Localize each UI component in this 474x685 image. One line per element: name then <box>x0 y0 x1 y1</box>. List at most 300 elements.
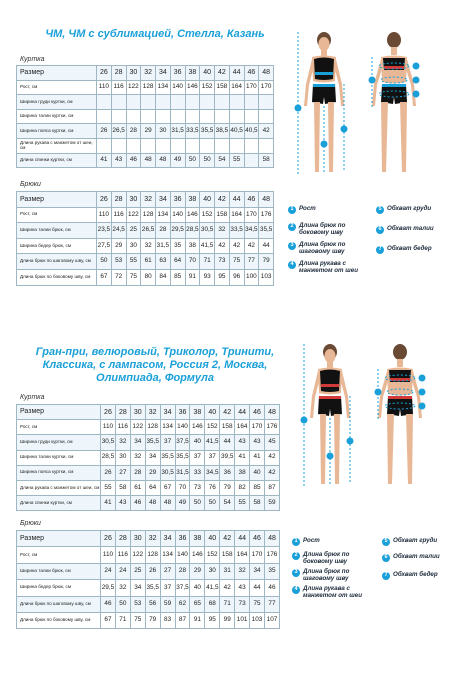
size-header-cell: 48 <box>264 531 279 547</box>
table-cell: 96 <box>229 269 244 285</box>
table-cell: 41,5 <box>205 435 220 450</box>
size-header-cell: 42 <box>215 192 230 208</box>
size-header-cell: 40 <box>200 66 215 81</box>
table-cell <box>111 138 126 153</box>
title-line: Олимпиада, Формула <box>96 372 214 385</box>
table-cell: 95 <box>215 269 230 285</box>
table-header-row <box>17 405 280 420</box>
table-cell: 85 <box>170 269 185 285</box>
table-row <box>17 465 280 480</box>
table-cell: 34 <box>130 580 145 596</box>
table-cell: 87 <box>264 480 279 495</box>
table-cell <box>259 138 274 153</box>
table-cell: 36 <box>220 465 235 480</box>
table-cell: 40,5 <box>229 124 244 139</box>
table-cell: 67 <box>101 612 116 628</box>
table-cell: 50 <box>205 496 220 511</box>
size-header-cell: 26 <box>97 192 112 208</box>
legend-item <box>288 242 371 255</box>
table-cell: 37 <box>205 450 220 465</box>
table-cell: 80 <box>141 269 156 285</box>
table-cell: 170 <box>250 547 265 563</box>
size-header-cell: 42 <box>220 531 235 547</box>
table-cell <box>229 95 244 110</box>
table-cell: 103 <box>250 612 265 628</box>
table-header-row <box>17 66 274 81</box>
table-cell: 31 <box>220 563 235 579</box>
row-label: Ширина пояса куртки, см <box>17 465 101 480</box>
legend-text: Длина брюк по шаговому шву <box>303 568 350 582</box>
table-cell: 34 <box>250 563 265 579</box>
table-cell: 35 <box>264 563 279 579</box>
model-photo-front-back <box>290 336 440 504</box>
table-cell <box>244 153 259 168</box>
table-cell: 83 <box>160 612 175 628</box>
table-cell: 44 <box>259 238 274 254</box>
legend-number: 3 <box>292 569 300 577</box>
pants-table <box>16 530 280 629</box>
size-header-cell: 40 <box>205 405 220 420</box>
table-row <box>17 254 274 270</box>
table-cell: 134 <box>156 80 171 95</box>
table-cell: 87 <box>175 612 190 628</box>
row-label: Длина брюк по боковому шву, см <box>17 612 101 628</box>
legend-number: 6 <box>376 226 384 234</box>
table-cell: 24 <box>101 563 116 579</box>
table-cell: 158 <box>220 420 235 435</box>
table-row <box>17 80 274 95</box>
table-cell: 77 <box>264 596 279 612</box>
row-label: Рост, см <box>17 207 97 223</box>
table-cell: 30,5 <box>160 465 175 480</box>
table-cell: 40 <box>250 465 265 480</box>
table-cell: 61 <box>130 480 145 495</box>
table-cell: 32 <box>141 238 156 254</box>
size-header-cell: 38 <box>185 192 200 208</box>
table-cell: 30,5 <box>101 435 116 450</box>
pants-label: Брюки <box>20 520 41 527</box>
table-cell <box>185 109 200 124</box>
size-header-cell: 42 <box>215 66 230 81</box>
table-cell: 73 <box>190 480 205 495</box>
table-cell: 85 <box>250 480 265 495</box>
table-row <box>17 450 280 465</box>
table-cell <box>244 138 259 153</box>
table-row <box>17 95 274 110</box>
legend-text: Обхват бедер <box>393 571 438 578</box>
pants-table <box>16 191 274 286</box>
legend-number: 3 <box>288 242 296 250</box>
table-cell: 35,5 <box>145 435 160 450</box>
legend-text: Обхват талии <box>393 553 440 560</box>
table-cell: 35 <box>170 238 185 254</box>
table-cell: 50 <box>185 153 200 168</box>
table-cell: 53 <box>111 254 126 270</box>
table-row <box>17 238 274 254</box>
table-cell: 76 <box>205 480 220 495</box>
legend-text: Обхват груди <box>387 205 432 212</box>
section-title <box>30 346 280 386</box>
title-line: Классика, с лампасом, Россия 2, Москва, <box>42 359 268 372</box>
size-header-cell: 38 <box>185 66 200 81</box>
title-line: ЧМ, ЧМ с сублимацией, Стелла, Казань <box>45 28 265 40</box>
size-header-cell: 38 <box>190 405 205 420</box>
table-row <box>17 138 274 153</box>
row-label: Ширина талии куртки, см <box>17 450 101 465</box>
table-cell: 41,5 <box>200 238 215 254</box>
table-cell: 64 <box>145 480 160 495</box>
table-cell: 134 <box>160 547 175 563</box>
legend-number: 2 <box>288 223 296 231</box>
table-cell: 34,5 <box>244 223 259 239</box>
table-cell: 42 <box>215 238 230 254</box>
size-header-cell: 30 <box>130 531 145 547</box>
table-cell: 40 <box>190 580 205 596</box>
table-cell: 43 <box>250 435 265 450</box>
table-cell: 82 <box>235 480 250 495</box>
table-cell <box>126 138 141 153</box>
table-cell: 152 <box>200 207 215 223</box>
table-cell: 27 <box>160 563 175 579</box>
model-back <box>372 32 416 172</box>
size-header-cell: 46 <box>250 405 265 420</box>
table-cell: 73 <box>235 596 250 612</box>
table-cell: 45 <box>264 435 279 450</box>
row-label: Длина спинки куртки, см <box>17 153 97 168</box>
table-cell <box>156 138 171 153</box>
table-cell: 26,5 <box>141 223 156 239</box>
table-cell: 53 <box>130 596 145 612</box>
table-cell: 31,5 <box>175 465 190 480</box>
table-cell: 110 <box>101 420 116 435</box>
size-header-cell: 28 <box>115 531 130 547</box>
table-cell: 29,5 <box>101 580 116 596</box>
table-cell: 56 <box>145 596 160 612</box>
table-cell: 101 <box>235 612 250 628</box>
table-cell: 122 <box>130 420 145 435</box>
row-label: Рост, см <box>17 547 101 563</box>
table-cell: 62 <box>175 596 190 612</box>
table-cell <box>200 109 215 124</box>
size-header-cell: 46 <box>244 192 259 208</box>
table-cell: 26 <box>97 124 112 139</box>
table-cell: 29 <box>111 238 126 254</box>
table-cell: 58 <box>115 480 130 495</box>
table-cell <box>170 95 185 110</box>
legend-text: Обхват груди <box>393 537 438 544</box>
table-cell: 50 <box>115 596 130 612</box>
table-cell: 54 <box>215 153 230 168</box>
table-cell: 79 <box>145 612 160 628</box>
table-cell: 71 <box>115 612 130 628</box>
table-cell <box>185 95 200 110</box>
table-cell: 23,5 <box>97 223 112 239</box>
table-row <box>17 109 274 124</box>
table-cell: 65 <box>190 596 205 612</box>
table-row <box>17 612 280 628</box>
table-cell: 35,5 <box>145 580 160 596</box>
row-label: Размер <box>17 405 101 420</box>
legend-item <box>292 552 375 565</box>
table-cell: 28 <box>175 563 190 579</box>
table-cell: 29 <box>141 124 156 139</box>
table-cell: 41 <box>101 496 116 511</box>
row-label: Ширина бедер брюк, см <box>17 238 97 254</box>
row-label: Длина брюк по шаговому шву, см <box>17 596 101 612</box>
legend-number: 6 <box>382 554 390 562</box>
table-cell: 28,5 <box>185 223 200 239</box>
table-header-row <box>17 531 280 547</box>
table-cell: 32 <box>130 450 145 465</box>
legend-item <box>382 572 438 580</box>
table-cell: 43 <box>235 580 250 596</box>
table-cell: 77 <box>244 254 259 270</box>
table-cell: 30 <box>156 124 171 139</box>
table-cell <box>259 109 274 124</box>
table-cell: 110 <box>97 80 112 95</box>
table-cell: 55 <box>101 480 116 495</box>
table-cell: 110 <box>101 547 116 563</box>
table-row <box>17 223 274 239</box>
legend-text: Длина брюк по боковому шву <box>303 551 350 565</box>
legend-number: 5 <box>376 206 384 214</box>
size-header-cell: 38 <box>190 531 205 547</box>
table-row <box>17 420 280 435</box>
row-label: Ширина груди куртки, см <box>17 95 97 110</box>
table-cell <box>97 109 112 124</box>
table-cell <box>229 109 244 124</box>
table-cell: 99 <box>220 612 235 628</box>
table-cell: 128 <box>145 547 160 563</box>
table-cell <box>170 138 185 153</box>
table-cell: 152 <box>205 420 220 435</box>
table-cell: 158 <box>215 207 230 223</box>
legend-number: 1 <box>292 538 300 546</box>
table-cell: 35,5 <box>175 450 190 465</box>
table-cell: 32 <box>215 223 230 239</box>
jacket-label: Куртка <box>20 394 45 401</box>
row-label: Рост, см <box>17 420 101 435</box>
table-cell: 26 <box>101 465 116 480</box>
table-cell: 48 <box>160 496 175 511</box>
table-cell: 140 <box>170 80 185 95</box>
table-cell: 116 <box>111 207 126 223</box>
table-cell <box>97 95 112 110</box>
legend-number: 5 <box>382 538 390 546</box>
row-label: Ширина талии куртки, см <box>17 109 97 124</box>
table-cell: 43 <box>115 496 130 511</box>
table-cell: 91 <box>190 612 205 628</box>
table-cell <box>215 95 230 110</box>
table-cell: 28 <box>126 124 141 139</box>
table-cell: 61 <box>141 254 156 270</box>
table-cell: 164 <box>235 547 250 563</box>
table-cell: 40,5 <box>244 124 259 139</box>
table-cell: 170 <box>244 207 259 223</box>
row-label: Размер <box>17 192 97 208</box>
jacket-label: Куртка <box>20 56 45 63</box>
table-cell: 41 <box>250 450 265 465</box>
legend-item <box>376 246 432 254</box>
table-cell: 43 <box>235 435 250 450</box>
row-label: Длина рукава с манжетом от шеи, см <box>17 480 101 495</box>
legend-number: 4 <box>292 586 300 594</box>
table-cell: 158 <box>215 80 230 95</box>
table-cell: 128 <box>145 420 160 435</box>
size-header-cell: 36 <box>170 66 185 81</box>
row-label: Ширина талии брюк, см <box>17 223 97 239</box>
legend-item <box>292 538 375 546</box>
table-row <box>17 547 280 563</box>
table-cell: 30 <box>115 450 130 465</box>
table-cell: 73 <box>215 254 230 270</box>
table-row <box>17 124 274 139</box>
table-row <box>17 480 280 495</box>
table-cell: 29,5 <box>170 223 185 239</box>
table-cell <box>259 95 274 110</box>
table-cell <box>126 95 141 110</box>
table-cell: 46 <box>264 580 279 596</box>
table-cell: 164 <box>229 80 244 95</box>
table-cell: 42 <box>244 238 259 254</box>
table-cell <box>126 109 141 124</box>
size-header-cell: 26 <box>101 531 116 547</box>
size-header-cell: 26 <box>97 66 112 81</box>
table-cell: 41 <box>97 153 112 168</box>
table-cell: 146 <box>185 207 200 223</box>
table-cell <box>244 95 259 110</box>
table-cell: 54 <box>220 496 235 511</box>
table-cell: 128 <box>141 207 156 223</box>
section-title <box>40 28 270 40</box>
table-cell: 30 <box>126 238 141 254</box>
table-cell: 176 <box>264 420 279 435</box>
table-row <box>17 207 274 223</box>
table-cell: 58 <box>250 496 265 511</box>
table-cell: 26 <box>145 563 160 579</box>
table-cell: 32 <box>235 563 250 579</box>
table-row <box>17 269 274 285</box>
table-cell: 95 <box>205 612 220 628</box>
table-cell <box>215 109 230 124</box>
size-header-cell: 28 <box>111 192 126 208</box>
table-cell: 37 <box>160 580 175 596</box>
legend-number: 2 <box>292 552 300 560</box>
table-cell: 107 <box>264 612 279 628</box>
table-cell: 116 <box>111 80 126 95</box>
size-header-cell: 36 <box>170 192 185 208</box>
legend-item <box>376 226 434 234</box>
table-cell: 146 <box>185 80 200 95</box>
table-cell: 30,5 <box>200 223 215 239</box>
table-cell <box>215 138 230 153</box>
table-cell: 146 <box>190 547 205 563</box>
table-cell: 48 <box>156 153 171 168</box>
table-cell: 64 <box>170 254 185 270</box>
legend-number: 4 <box>288 261 296 269</box>
table-cell: 176 <box>264 547 279 563</box>
table-cell: 42 <box>264 450 279 465</box>
table-cell: 152 <box>205 547 220 563</box>
table-cell: 122 <box>130 547 145 563</box>
table-cell: 42 <box>229 238 244 254</box>
table-cell: 39,5 <box>220 450 235 465</box>
table-cell <box>97 138 112 153</box>
table-cell <box>156 95 171 110</box>
table-cell: 84 <box>156 269 171 285</box>
table-row <box>17 435 280 450</box>
table-cell: 59 <box>264 496 279 511</box>
row-label: Длина рукава с манжетом от шеи, см <box>17 138 97 153</box>
table-cell: 38,5 <box>215 124 230 139</box>
table-cell: 140 <box>175 420 190 435</box>
table-cell: 122 <box>126 80 141 95</box>
table-cell: 32 <box>115 580 130 596</box>
table-cell: 27,5 <box>97 238 112 254</box>
table-cell <box>244 109 259 124</box>
table-cell: 37,5 <box>175 580 190 596</box>
table-cell: 79 <box>259 254 274 270</box>
table-cell: 37 <box>190 450 205 465</box>
table-cell: 75 <box>130 612 145 628</box>
pants-label: Брюки <box>20 181 41 188</box>
table-cell: 55 <box>126 254 141 270</box>
table-cell: 46 <box>130 496 145 511</box>
legend-number: 1 <box>288 206 296 214</box>
legend-text: Длина рукава с манжетом от шеи <box>299 260 358 274</box>
table-cell: 24 <box>115 563 130 579</box>
legend-item <box>292 569 375 582</box>
legend-item <box>288 261 371 274</box>
jacket-table <box>16 65 274 168</box>
row-label: Длина брюк по шаговому шву, см <box>17 254 97 270</box>
table-row <box>17 596 280 612</box>
table-cell: 140 <box>175 547 190 563</box>
legend-item <box>376 206 431 214</box>
table-cell: 116 <box>115 547 130 563</box>
table-cell: 27 <box>115 465 130 480</box>
table-row <box>17 563 280 579</box>
table-cell: 164 <box>235 420 250 435</box>
table-cell: 170 <box>244 80 259 95</box>
table-header-row <box>17 192 274 208</box>
table-cell: 38 <box>235 465 250 480</box>
table-cell: 31,5 <box>156 238 171 254</box>
size-header-cell: 30 <box>126 192 141 208</box>
size-header-cell: 40 <box>205 531 220 547</box>
table-cell: 35,5 <box>259 223 274 239</box>
table-cell: 33,5 <box>185 124 200 139</box>
legend-text: Рост <box>299 205 316 212</box>
table-cell: 29 <box>145 465 160 480</box>
row-label: Ширина груди куртки, см <box>17 435 101 450</box>
size-header-cell: 46 <box>244 66 259 81</box>
table-cell: 44 <box>220 435 235 450</box>
table-cell: 50 <box>200 153 215 168</box>
table-cell: 93 <box>200 269 215 285</box>
table-cell: 26,5 <box>111 124 126 139</box>
size-header-cell: 44 <box>235 405 250 420</box>
size-header-cell: 32 <box>145 405 160 420</box>
legend-text: Рост <box>303 537 320 544</box>
size-header-cell: 34 <box>160 405 175 420</box>
table-cell <box>141 138 156 153</box>
table-cell: 37 <box>160 435 175 450</box>
table-cell: 33 <box>190 465 205 480</box>
row-label: Ширина талии брюк, см <box>17 563 101 579</box>
table-row <box>17 153 274 168</box>
table-cell <box>170 109 185 124</box>
